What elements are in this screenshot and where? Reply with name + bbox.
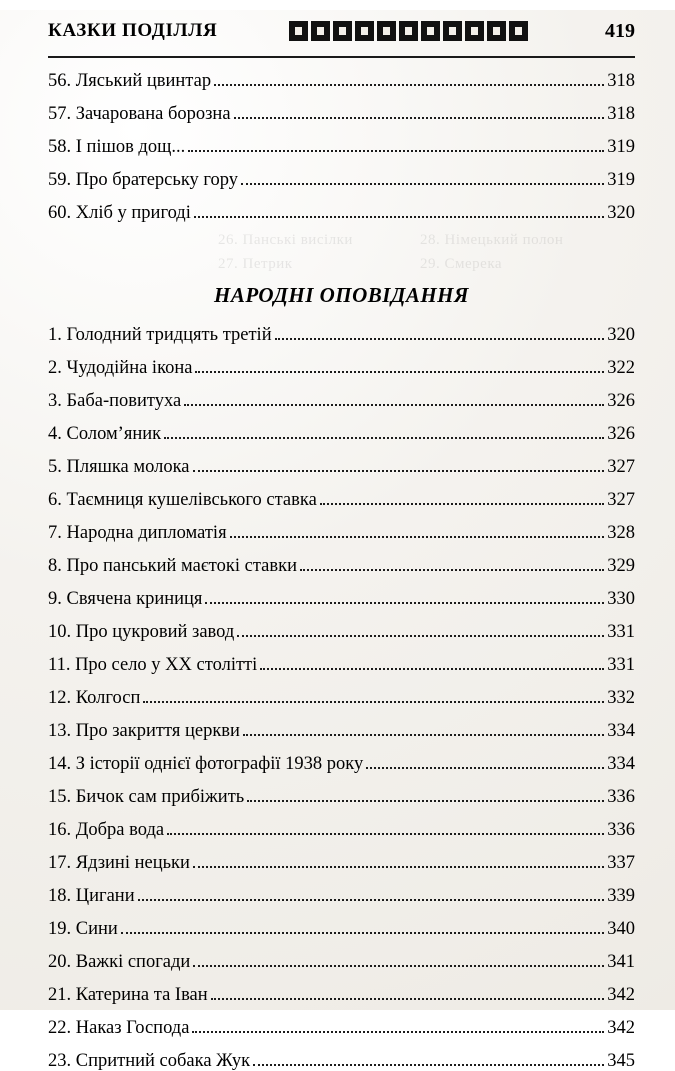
leader-dots: [164, 436, 604, 439]
leader-dots: [193, 964, 604, 967]
diamond-band-ornament-icon: [217, 19, 599, 47]
list-item: [48, 171, 635, 190]
list-item: [48, 986, 635, 1005]
leader-dots: [275, 337, 605, 340]
toc-entry-title: 5. Пляшка молока: [48, 457, 190, 477]
leader-dots: [194, 215, 604, 218]
leader-dots: [260, 667, 604, 670]
toc-entry-title: 56. Ляський цвинтар: [48, 71, 212, 91]
book-page: [0, 10, 675, 1071]
leader-dots: [143, 700, 604, 703]
toc-entry-page: 327: [607, 490, 635, 510]
toc-entry-page: 340: [607, 919, 635, 939]
toc-entry-title: 11. Про село у XX столітті: [48, 655, 258, 675]
toc-entry-page: 336: [607, 820, 635, 840]
toc-entry-page: 331: [607, 622, 635, 642]
toc-entry-page: 342: [607, 1018, 635, 1038]
list-item: [48, 887, 635, 906]
leader-dots: [214, 83, 604, 86]
toc-entry-page: 339: [607, 886, 635, 906]
toc-entry-title: 3. Баба-повитуха: [48, 391, 182, 411]
page-header: [48, 10, 635, 58]
toc-entry-page: 327: [607, 457, 635, 477]
list-item: [48, 755, 635, 774]
list-item: [48, 204, 635, 223]
toc-entry-title: 1. Голодний тридцять третій: [48, 325, 272, 345]
leader-dots: [121, 931, 604, 934]
toc-entry-title: 12. Колгосп: [48, 688, 141, 708]
toc-entry-title: 13. Про закриття церкви: [48, 721, 240, 741]
toc-entry-page: 334: [607, 754, 635, 774]
toc-entry-page: 342: [607, 985, 635, 1005]
list-item: [48, 491, 635, 510]
toc-entry-title: 9. Свячена криниця: [48, 589, 203, 609]
toc-entry-title: 18. Цигани: [48, 886, 135, 906]
leader-dots: [188, 149, 604, 152]
toc-entry-title: 15. Бичок сам прибіжить: [48, 787, 245, 807]
toc-entry-page: 320: [607, 203, 635, 223]
bleed-through-text: 28. Німецький полон: [420, 232, 564, 248]
list-item: [48, 1052, 635, 1071]
list-item: [48, 656, 635, 675]
toc-entry-page: 318: [607, 104, 635, 124]
leader-dots: [300, 568, 604, 571]
list-item: [48, 590, 635, 609]
leader-dots: [193, 469, 605, 472]
leader-dots: [138, 898, 605, 901]
toc-entry-title: 6. Таємниця кушелівського ставка: [48, 490, 317, 510]
leader-dots: [184, 403, 604, 406]
toc-entry-page: 329: [607, 556, 635, 576]
list-item: [48, 458, 635, 477]
toc-entry-title: 57. Зачарована борозна: [48, 104, 231, 124]
list-item: [48, 623, 635, 642]
leader-dots: [230, 535, 605, 538]
bleed-through-text: 29. Смерека: [420, 256, 503, 272]
leader-dots: [193, 865, 604, 868]
toc-entry-page: 326: [607, 391, 635, 411]
list-item: [48, 722, 635, 741]
toc-entry-title: 10. Про цукровий завод: [48, 622, 235, 642]
leader-dots: [192, 1030, 604, 1033]
toc-entry-page: 328: [607, 523, 635, 543]
bleed-through-text: 27. Петрик: [218, 256, 293, 272]
leader-dots: [237, 634, 604, 637]
list-item: [48, 524, 635, 543]
list-item: [48, 689, 635, 708]
toc-group-tales: [48, 72, 635, 223]
toc-entry-title: 2. Чудодійна ікона: [48, 358, 193, 378]
page-number: 419: [605, 19, 635, 42]
list-item: [48, 72, 635, 91]
toc-entry-title: 58. І пішов дощ...: [48, 137, 186, 157]
toc-entry-page: 336: [607, 787, 635, 807]
table-of-contents: [48, 58, 635, 1071]
leader-dots: [247, 799, 604, 802]
list-item: [48, 953, 635, 972]
toc-entry-page: 337: [607, 853, 635, 873]
toc-entry-page: 320: [607, 325, 635, 345]
toc-entry-page: 334: [607, 721, 635, 741]
leader-dots: [320, 502, 604, 505]
list-item: [48, 138, 635, 157]
list-item: [48, 425, 635, 444]
toc-entry-page: 330: [607, 589, 635, 609]
toc-entry-page: 319: [607, 170, 635, 190]
toc-entry-page: 332: [607, 688, 635, 708]
toc-entry-title: 59. Про братерську гору: [48, 170, 239, 190]
leader-dots: [243, 733, 604, 736]
list-item: [48, 854, 635, 873]
toc-entry-page: 326: [607, 424, 635, 444]
list-item: [48, 557, 635, 576]
list-item: [48, 1019, 635, 1038]
bleed-through-text: 26. Панські висілки: [218, 232, 353, 248]
leader-dots: [211, 997, 605, 1000]
toc-entry-page: 319: [607, 137, 635, 157]
leader-dots: [167, 832, 604, 835]
leader-dots: [195, 370, 604, 373]
toc-entry-page: 331: [607, 655, 635, 675]
list-item: [48, 392, 635, 411]
leader-dots: [241, 182, 604, 185]
toc-entry-title: 20. Важкі спогади: [48, 952, 191, 972]
list-item: [48, 788, 635, 807]
toc-entry-title: 23. Спритний собака Жук: [48, 1051, 251, 1071]
toc-entry-title: 8. Про панський маєтокі ставки: [48, 556, 297, 576]
toc-entry-page: 318: [607, 71, 635, 91]
leader-dots: [205, 601, 604, 604]
list-item: [48, 105, 635, 124]
toc-group-folk-stories: [48, 326, 635, 1071]
toc-entry-title: 7. Народна дипломатія: [48, 523, 227, 543]
toc-entry-title: 17. Ядзині нецьки: [48, 853, 190, 873]
leader-dots: [253, 1063, 604, 1066]
list-item: [48, 326, 635, 345]
toc-entry-title: 16. Добра вода: [48, 820, 165, 840]
leader-dots: [366, 766, 604, 769]
toc-entry-page: 322: [607, 358, 635, 378]
toc-entry-page: 345: [607, 1051, 635, 1071]
toc-entry-page: 341: [607, 952, 635, 972]
toc-entry-title: 4. Солом’яник: [48, 424, 162, 444]
leader-dots: [234, 116, 605, 119]
toc-entry-title: 14. З історії однієї фотографії 1938 року: [48, 754, 364, 774]
section-heading: НАРОДНІ ОПОВІДАННЯ: [214, 283, 469, 307]
toc-entry-title: 21. Катерина та Іван: [48, 985, 208, 1005]
toc-entry-title: 22. Наказ Господа: [48, 1018, 190, 1038]
list-item: [48, 920, 635, 939]
list-item: [48, 821, 635, 840]
running-title: КАЗКИ ПОДІЛЛЯ: [48, 20, 218, 41]
list-item: [48, 359, 635, 378]
spacer: [48, 237, 635, 257]
toc-entry-title: 19. Сини: [48, 919, 118, 939]
toc-entry-title: 60. Хліб у пригоді: [48, 203, 191, 223]
